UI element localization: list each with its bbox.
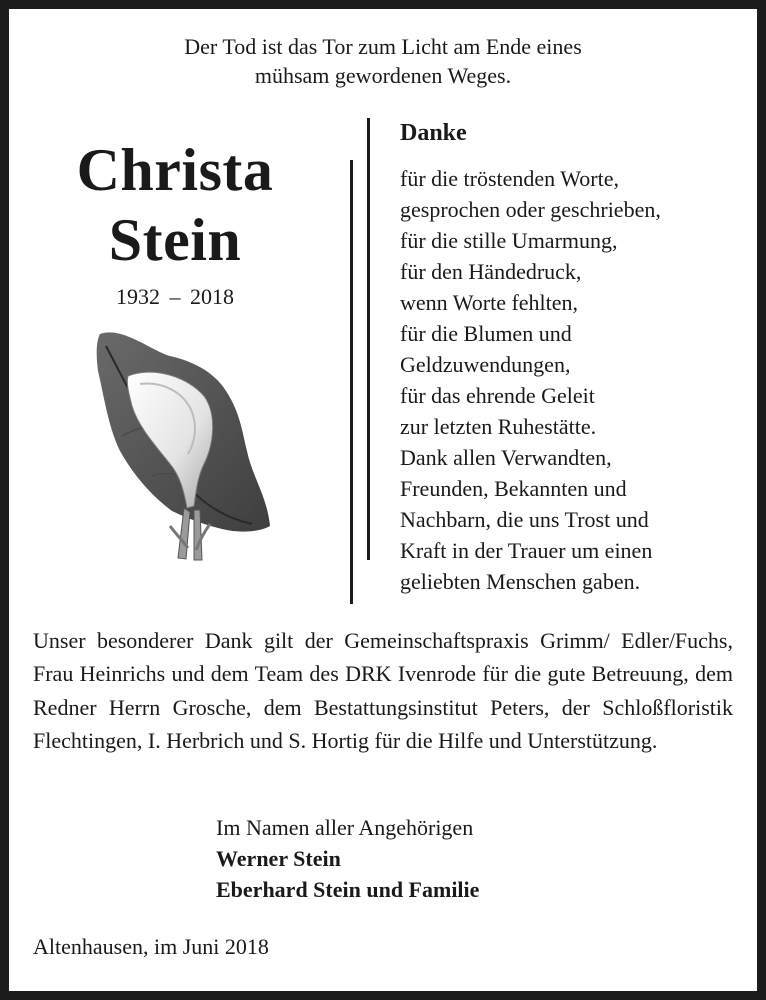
thanks-line: gesprochen oder geschrieben,: [400, 197, 661, 222]
thanks-line: Dank allen Verwandten,: [400, 445, 612, 470]
thanks-line: Geldzuwendungen,: [400, 352, 571, 377]
motto-line-1: Der Tod ist das Tor zum Licht am Ende eines: [184, 34, 582, 59]
thanks-line: für die stille Umarmung,: [400, 228, 618, 253]
thanks-line: Freunden, Bekannten und: [400, 476, 627, 501]
thanks-line: zur letzten Ruhestätte.: [400, 414, 597, 439]
deceased-last-name: Stein: [108, 207, 242, 273]
signature-name-2: Eberhard Stein und Familie: [216, 877, 480, 902]
divider-line-right: [367, 118, 370, 560]
thanks-line: geliebten Menschen gaben.: [400, 569, 641, 594]
signature-block: [216, 812, 479, 905]
thanks-line: Nachbarn, die uns Trost und: [400, 507, 649, 532]
thanks-line: Kraft in der Trauer um einen: [400, 538, 653, 563]
special-thanks-paragraph: Unser besonderer Dank gilt der Gemeinschaftspraxis Grimm/ Edler/Fuchs, Frau Heinrichs und dem Team des DRK Ivenrode für die gute Betreuung, dem Redner Herrn Grosche, dem Bestattungsinstitut Peters, der Schloßfloristik Flechtingen, I. Herbrich und S. Hortig für die Hilfe und Unterstützung.: [33, 628, 733, 754]
thanks-line: für den Händedruck,: [400, 259, 582, 284]
signature-intro: Im Namen aller Angehörigen: [216, 815, 474, 840]
deceased-first-name: Christa: [76, 137, 274, 203]
thanks-text: [400, 163, 661, 597]
thanks-line: für die tröstenden Worte,: [400, 166, 619, 191]
thanks-line: wenn Worte fehlten,: [400, 290, 579, 315]
thanks-line: für die Blumen und: [400, 321, 572, 346]
place-date: Altenhausen, im Juni 2018: [33, 934, 269, 959]
divider-line-left: [350, 160, 353, 604]
calla-lily-icon: [92, 326, 272, 566]
thanks-line: für das ehrende Geleit: [400, 383, 595, 408]
thanks-title: Danke: [400, 120, 467, 146]
motto: [0, 32, 766, 90]
signature-name-1: Werner Stein: [216, 846, 341, 871]
life-dates: 1932 – 2018: [116, 284, 234, 309]
motto-line-2: mühsam gewordenen Weges.: [254, 63, 512, 88]
